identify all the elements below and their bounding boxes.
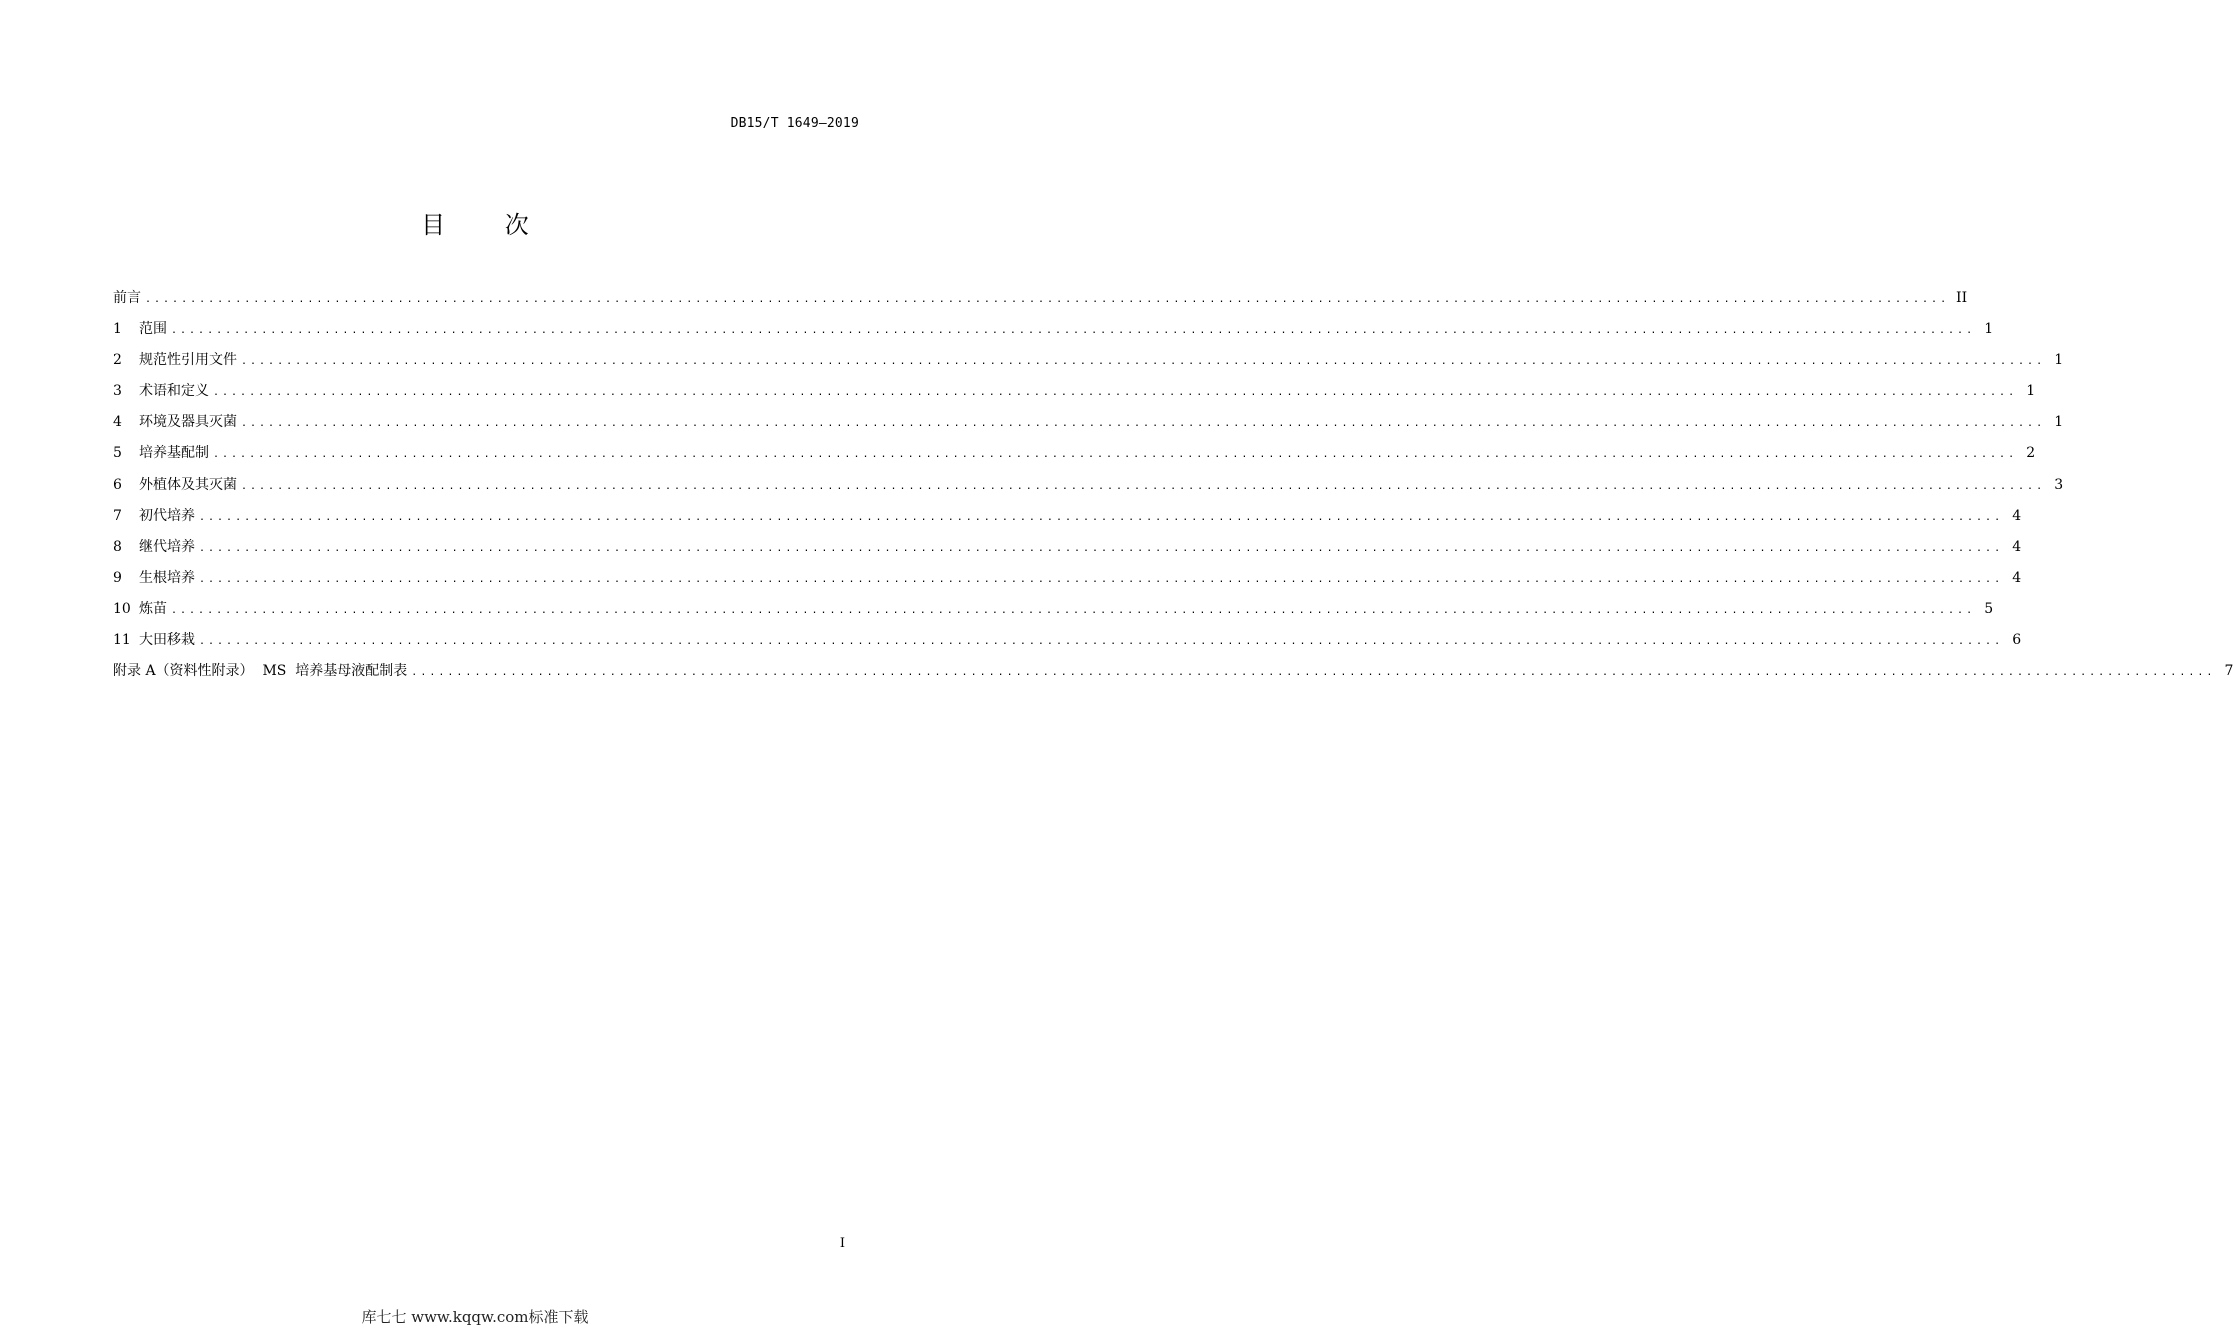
toc-entry[interactable] — [113, 379, 2036, 410]
toc-entry-number: 6 — [113, 476, 122, 493]
toc-entry[interactable] — [113, 441, 2036, 472]
toc-leader-dots: ........................................................................................................................................................................................................ — [171, 325, 1976, 337]
footer-watermark: 库七七 www.kqqw.com标准下载 — [361, 1308, 589, 1326]
toc-entry-number: 9 — [113, 569, 122, 586]
toc-leader-dots: ........................................................................................................................................................................................................ — [411, 667, 2216, 679]
toc-entry-number: 2 — [113, 352, 122, 369]
toc-entry-number: 4 — [113, 414, 122, 431]
table-of-contents — [113, 286, 2233, 690]
toc-entry-page: 4 — [2012, 569, 2022, 586]
toc-leader-dots: ........................................................................................................................................................................................................ — [199, 511, 2004, 523]
toc-entry-label: 生根培养 — [139, 569, 195, 586]
toc-entry-page: 5 — [1984, 600, 1994, 617]
toc-entry[interactable] — [113, 410, 2064, 441]
toc-leader-dots: ........................................................................................................................................................................................................ — [241, 356, 2046, 368]
page-number: I — [839, 1236, 845, 1251]
toc-entry[interactable] — [113, 597, 1994, 628]
toc-entry[interactable] — [113, 317, 1994, 348]
toc-entry-label: 规范性引用文件 — [139, 352, 237, 369]
toc-entry-label: 炼苗 — [139, 600, 167, 617]
toc-leader-dots: ........................................................................................................................................................................................................ — [199, 573, 2004, 585]
toc-entry-label: 范围 — [139, 321, 167, 338]
toc-entry-label: 大田移栽 — [139, 632, 195, 649]
toc-leader-dots: ........................................................................................................................................................................................................ — [199, 636, 2004, 648]
toc-entry[interactable] — [113, 628, 2022, 659]
toc-entry-page: II — [1956, 290, 1968, 306]
toc-entry-page: 4 — [2012, 538, 2022, 555]
toc-entry-page: 1 — [1984, 321, 1994, 338]
toc-entry-number: 8 — [113, 538, 122, 555]
toc-entry-label: 初代培养 — [139, 507, 195, 524]
toc-entry-number: 10 — [113, 600, 131, 617]
toc-entry[interactable] — [113, 286, 1968, 317]
toc-entry[interactable] — [113, 504, 2022, 535]
page-title: 目 次 — [421, 211, 555, 239]
toc-entry-number: 7 — [113, 507, 122, 524]
toc-entry-number: 1 — [113, 321, 122, 338]
toc-entry-page: 2 — [2026, 445, 2036, 462]
toc-entry[interactable] — [113, 659, 2233, 690]
toc-entry[interactable] — [113, 348, 2064, 379]
toc-leader-dots: ........................................................................................................................................................................................................ — [145, 294, 1950, 305]
document-code: DB15/T 1649—2019 — [730, 116, 859, 131]
toc-entry-label: 外植体及其灭菌 — [139, 476, 237, 493]
toc-entry-number: 5 — [113, 445, 122, 462]
toc-leader-dots: ........................................................................................................................................................................................................ — [241, 418, 2046, 430]
toc-entry-number: 11 — [113, 632, 131, 649]
toc-entry-label: 环境及器具灭菌 — [139, 414, 237, 431]
toc-leader-dots: ........................................................................................................................................................................................................ — [213, 387, 2018, 399]
toc-entry[interactable] — [113, 473, 2064, 504]
toc-entry-number: 3 — [113, 383, 122, 400]
toc-entry-label: 前言 — [113, 290, 141, 306]
toc-entry-page: 1 — [2026, 383, 2036, 400]
toc-entry-page: 1 — [2054, 352, 2064, 369]
toc-entry-label: 附录 A（资料性附录） MS 培养基母液配制表 — [113, 663, 408, 680]
toc-entry[interactable] — [113, 566, 2022, 597]
toc-leader-dots: ........................................................................................................................................................................................................ — [199, 542, 2004, 554]
toc-entry-label: 术语和定义 — [139, 383, 209, 400]
toc-leader-dots: ........................................................................................................................................................................................................ — [241, 480, 2046, 492]
toc-entry-page: 4 — [2012, 507, 2022, 524]
toc-leader-dots: ........................................................................................................................................................................................................ — [213, 449, 2018, 461]
toc-entry-page: 7 — [2224, 663, 2233, 680]
toc-entry-page: 1 — [2054, 414, 2064, 431]
toc-entry-page: 3 — [2054, 476, 2064, 493]
toc-entry-label: 培养基配制 — [139, 445, 209, 462]
toc-entry-label: 继代培养 — [139, 538, 195, 555]
toc-entry-page: 6 — [2012, 632, 2022, 649]
toc-entry[interactable] — [113, 535, 2022, 566]
toc-leader-dots: ........................................................................................................................................................................................................ — [171, 604, 1976, 616]
